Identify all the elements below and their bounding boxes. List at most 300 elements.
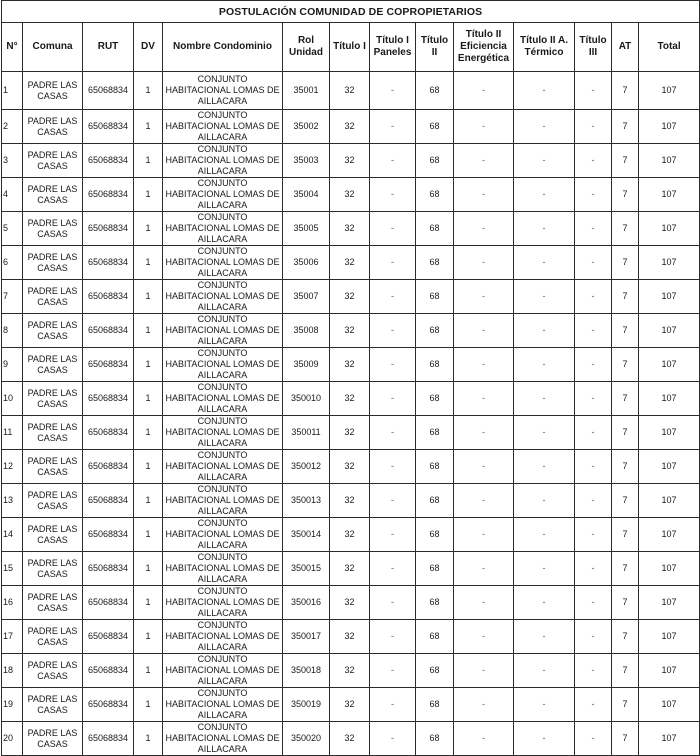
titulo-ii-eficiencia-cell: - xyxy=(454,314,514,348)
rut-cell: 65068834 xyxy=(83,484,134,518)
dv-cell: 1 xyxy=(134,722,163,756)
total-cell: 107 xyxy=(639,416,700,450)
header-col-total: Total xyxy=(639,23,700,72)
titulo-ii-eficiencia-cell: - xyxy=(454,620,514,654)
comuna-cell: PADRE LAS CASAS xyxy=(23,246,83,280)
titulo-i-cell: 32 xyxy=(330,314,370,348)
titulo-ii-termico-cell: - xyxy=(514,72,575,110)
titulo-iii-cell: - xyxy=(575,586,612,620)
comuna-cell: PADRE LAS CASAS xyxy=(23,416,83,450)
at-cell: 7 xyxy=(612,518,639,552)
total-cell: 107 xyxy=(639,280,700,314)
nombre-condominio-cell: CONJUNTO HABITACIONAL LOMAS DE AILLACARA xyxy=(163,722,283,756)
table-row xyxy=(2,552,700,586)
titulo-i-cell: 32 xyxy=(330,620,370,654)
titulo-i-cell: 32 xyxy=(330,246,370,280)
header-col-n: N° xyxy=(2,23,23,72)
titulo-ii-termico-cell: - xyxy=(514,144,575,178)
titulo-ii-termico-cell: - xyxy=(514,654,575,688)
titulo-ii-termico-cell: - xyxy=(514,382,575,416)
titulo-i-cell: 32 xyxy=(330,722,370,756)
comuna-cell: PADRE LAS CASAS xyxy=(23,382,83,416)
titulo-i-cell: 32 xyxy=(330,348,370,382)
titulo-i-cell: 32 xyxy=(330,280,370,314)
rol-unidad-cell: 350017 xyxy=(283,620,330,654)
titulo-i-paneles-cell: - xyxy=(370,450,416,484)
nombre-condominio-cell: CONJUNTO HABITACIONAL LOMAS DE AILLACARA xyxy=(163,450,283,484)
titulo-i-paneles-cell: - xyxy=(370,654,416,688)
at-cell: 7 xyxy=(612,280,639,314)
table-title: POSTULACIÓN COMUNIDAD DE COPROPIETARIOS xyxy=(2,1,700,23)
titulo-ii-termico-cell: - xyxy=(514,314,575,348)
header-col-titulo-i: Título I xyxy=(330,23,370,72)
dv-cell: 1 xyxy=(134,620,163,654)
comuna-cell: PADRE LAS CASAS xyxy=(23,72,83,110)
at-cell: 7 xyxy=(612,144,639,178)
total-cell: 107 xyxy=(639,144,700,178)
at-cell: 7 xyxy=(612,722,639,756)
titulo-i-paneles-cell: - xyxy=(370,246,416,280)
titulo-ii-eficiencia-cell: - xyxy=(454,246,514,280)
dv-cell: 1 xyxy=(134,688,163,722)
nombre-condominio-cell: CONJUNTO HABITACIONAL LOMAS DE AILLACARA xyxy=(163,348,283,382)
nombre-condominio-cell: CONJUNTO HABITACIONAL LOMAS DE AILLACARA xyxy=(163,552,283,586)
row-number: 17 xyxy=(2,620,23,654)
nombre-condominio-cell: CONJUNTO HABITACIONAL LOMAS DE AILLACARA xyxy=(163,688,283,722)
at-cell: 7 xyxy=(612,178,639,212)
titulo-ii-eficiencia-cell: - xyxy=(454,280,514,314)
titulo-ii-termico-cell: - xyxy=(514,688,575,722)
rol-unidad-cell: 35006 xyxy=(283,246,330,280)
titulo-ii-cell: 68 xyxy=(416,110,454,144)
titulo-ii-termico-cell: - xyxy=(514,450,575,484)
rut-cell: 65068834 xyxy=(83,110,134,144)
table-row xyxy=(2,178,700,212)
table-row xyxy=(2,518,700,552)
comuna-cell: PADRE LAS CASAS xyxy=(23,552,83,586)
rut-cell: 65068834 xyxy=(83,72,134,110)
row-number: 10 xyxy=(2,382,23,416)
titulo-ii-eficiencia-cell: - xyxy=(454,552,514,586)
at-cell: 7 xyxy=(612,348,639,382)
titulo-iii-cell: - xyxy=(575,382,612,416)
at-cell: 7 xyxy=(612,416,639,450)
titulo-ii-cell: 68 xyxy=(416,178,454,212)
dv-cell: 1 xyxy=(134,586,163,620)
titulo-ii-cell: 68 xyxy=(416,314,454,348)
dv-cell: 1 xyxy=(134,654,163,688)
rol-unidad-cell: 350013 xyxy=(283,484,330,518)
dv-cell: 1 xyxy=(134,518,163,552)
titulo-i-paneles-cell: - xyxy=(370,178,416,212)
row-number: 6 xyxy=(2,246,23,280)
comuna-cell: PADRE LAS CASAS xyxy=(23,722,83,756)
table-row xyxy=(2,212,700,246)
titulo-iii-cell: - xyxy=(575,552,612,586)
titulo-ii-cell: 68 xyxy=(416,382,454,416)
table-body xyxy=(2,72,700,756)
at-cell: 7 xyxy=(612,246,639,280)
titulo-ii-cell: 68 xyxy=(416,246,454,280)
titulo-ii-termico-cell: - xyxy=(514,518,575,552)
row-number: 19 xyxy=(2,688,23,722)
titulo-i-paneles-cell: - xyxy=(370,416,416,450)
titulo-iii-cell: - xyxy=(575,722,612,756)
header-col-titulo-iii: Título III xyxy=(575,23,612,72)
total-cell: 107 xyxy=(639,586,700,620)
titulo-i-paneles-cell: - xyxy=(370,722,416,756)
dv-cell: 1 xyxy=(134,110,163,144)
at-cell: 7 xyxy=(612,382,639,416)
rut-cell: 65068834 xyxy=(83,586,134,620)
table-title-row xyxy=(2,1,700,23)
titulo-ii-eficiencia-cell: - xyxy=(454,518,514,552)
comuna-cell: PADRE LAS CASAS xyxy=(23,688,83,722)
titulo-i-paneles-cell: - xyxy=(370,280,416,314)
rol-unidad-cell: 35002 xyxy=(283,110,330,144)
total-cell: 107 xyxy=(639,620,700,654)
rol-unidad-cell: 350016 xyxy=(283,586,330,620)
titulo-ii-cell: 68 xyxy=(416,620,454,654)
column-header-row xyxy=(2,23,700,72)
header-col-at: AT xyxy=(612,23,639,72)
total-cell: 107 xyxy=(639,314,700,348)
table-row xyxy=(2,688,700,722)
nombre-condominio-cell: CONJUNTO HABITACIONAL LOMAS DE AILLACARA xyxy=(163,484,283,518)
row-number: 2 xyxy=(2,110,23,144)
nombre-condominio-cell: CONJUNTO HABITACIONAL LOMAS DE AILLACARA xyxy=(163,280,283,314)
rol-unidad-cell: 35009 xyxy=(283,348,330,382)
comuna-cell: PADRE LAS CASAS xyxy=(23,178,83,212)
titulo-iii-cell: - xyxy=(575,484,612,518)
titulo-ii-termico-cell: - xyxy=(514,552,575,586)
row-number: 12 xyxy=(2,450,23,484)
titulo-iii-cell: - xyxy=(575,620,612,654)
dv-cell: 1 xyxy=(134,484,163,518)
comuna-cell: PADRE LAS CASAS xyxy=(23,144,83,178)
titulo-iii-cell: - xyxy=(575,348,612,382)
row-number: 7 xyxy=(2,280,23,314)
nombre-condominio-cell: CONJUNTO HABITACIONAL LOMAS DE AILLACARA xyxy=(163,178,283,212)
titulo-ii-eficiencia-cell: - xyxy=(454,688,514,722)
titulo-i-cell: 32 xyxy=(330,212,370,246)
row-number: 1 xyxy=(2,72,23,110)
at-cell: 7 xyxy=(612,484,639,518)
header-col-rol-unidad: Rol Unidad xyxy=(283,23,330,72)
comuna-cell: PADRE LAS CASAS xyxy=(23,518,83,552)
dv-cell: 1 xyxy=(134,416,163,450)
at-cell: 7 xyxy=(612,314,639,348)
comuna-cell: PADRE LAS CASAS xyxy=(23,654,83,688)
dv-cell: 1 xyxy=(134,178,163,212)
at-cell: 7 xyxy=(612,552,639,586)
nombre-condominio-cell: CONJUNTO HABITACIONAL LOMAS DE AILLACARA xyxy=(163,620,283,654)
rut-cell: 65068834 xyxy=(83,518,134,552)
titulo-i-cell: 32 xyxy=(330,110,370,144)
header-col-titulo-i-paneles: Título I Paneles xyxy=(370,23,416,72)
row-number: 16 xyxy=(2,586,23,620)
titulo-ii-cell: 68 xyxy=(416,212,454,246)
dv-cell: 1 xyxy=(134,144,163,178)
dv-cell: 1 xyxy=(134,72,163,110)
nombre-condominio-cell: CONJUNTO HABITACIONAL LOMAS DE AILLACARA xyxy=(163,212,283,246)
titulo-ii-cell: 68 xyxy=(416,144,454,178)
at-cell: 7 xyxy=(612,620,639,654)
titulo-ii-cell: 68 xyxy=(416,484,454,518)
dv-cell: 1 xyxy=(134,450,163,484)
dv-cell: 1 xyxy=(134,348,163,382)
rut-cell: 65068834 xyxy=(83,688,134,722)
titulo-i-paneles-cell: - xyxy=(370,144,416,178)
nombre-condominio-cell: CONJUNTO HABITACIONAL LOMAS DE AILLACARA xyxy=(163,72,283,110)
table-row xyxy=(2,654,700,688)
rut-cell: 65068834 xyxy=(83,212,134,246)
nombre-condominio-cell: CONJUNTO HABITACIONAL LOMAS DE AILLACARA xyxy=(163,518,283,552)
titulo-i-cell: 32 xyxy=(330,416,370,450)
dv-cell: 1 xyxy=(134,212,163,246)
rut-cell: 65068834 xyxy=(83,178,134,212)
rut-cell: 65068834 xyxy=(83,144,134,178)
rol-unidad-cell: 35008 xyxy=(283,314,330,348)
table-row xyxy=(2,144,700,178)
dv-cell: 1 xyxy=(134,280,163,314)
total-cell: 107 xyxy=(639,382,700,416)
nombre-condominio-cell: CONJUNTO HABITACIONAL LOMAS DE AILLACARA xyxy=(163,314,283,348)
table-row xyxy=(2,280,700,314)
rol-unidad-cell: 35003 xyxy=(283,144,330,178)
titulo-ii-cell: 68 xyxy=(416,586,454,620)
total-cell: 107 xyxy=(639,212,700,246)
total-cell: 107 xyxy=(639,518,700,552)
nombre-condominio-cell: CONJUNTO HABITACIONAL LOMAS DE AILLACARA xyxy=(163,246,283,280)
titulo-i-cell: 32 xyxy=(330,654,370,688)
header-col-dv: DV xyxy=(134,23,163,72)
nombre-condominio-cell: CONJUNTO HABITACIONAL LOMAS DE AILLACARA xyxy=(163,110,283,144)
titulo-ii-eficiencia-cell: - xyxy=(454,212,514,246)
titulo-ii-cell: 68 xyxy=(416,416,454,450)
titulo-ii-termico-cell: - xyxy=(514,178,575,212)
titulo-ii-termico-cell: - xyxy=(514,416,575,450)
row-number: 11 xyxy=(2,416,23,450)
titulo-i-cell: 32 xyxy=(330,484,370,518)
titulo-iii-cell: - xyxy=(575,72,612,110)
titulo-i-paneles-cell: - xyxy=(370,382,416,416)
titulo-i-paneles-cell: - xyxy=(370,314,416,348)
titulo-ii-termico-cell: - xyxy=(514,280,575,314)
dv-cell: 1 xyxy=(134,552,163,586)
titulo-ii-termico-cell: - xyxy=(514,212,575,246)
table-row xyxy=(2,620,700,654)
titulo-iii-cell: - xyxy=(575,110,612,144)
total-cell: 107 xyxy=(639,72,700,110)
titulo-i-cell: 32 xyxy=(330,518,370,552)
at-cell: 7 xyxy=(612,212,639,246)
titulo-iii-cell: - xyxy=(575,144,612,178)
at-cell: 7 xyxy=(612,72,639,110)
titulo-ii-eficiencia-cell: - xyxy=(454,144,514,178)
table-row xyxy=(2,382,700,416)
header-col-comuna: Comuna xyxy=(23,23,83,72)
rol-unidad-cell: 350015 xyxy=(283,552,330,586)
titulo-ii-cell: 68 xyxy=(416,654,454,688)
titulo-ii-cell: 68 xyxy=(416,688,454,722)
rol-unidad-cell: 350019 xyxy=(283,688,330,722)
titulo-iii-cell: - xyxy=(575,518,612,552)
nombre-condominio-cell: CONJUNTO HABITACIONAL LOMAS DE AILLACARA xyxy=(163,654,283,688)
rol-unidad-cell: 350014 xyxy=(283,518,330,552)
table-row xyxy=(2,314,700,348)
total-cell: 107 xyxy=(639,552,700,586)
row-number: 9 xyxy=(2,348,23,382)
titulo-ii-termico-cell: - xyxy=(514,722,575,756)
rut-cell: 65068834 xyxy=(83,280,134,314)
titulo-i-paneles-cell: - xyxy=(370,586,416,620)
row-number: 15 xyxy=(2,552,23,586)
comuna-cell: PADRE LAS CASAS xyxy=(23,314,83,348)
titulo-ii-eficiencia-cell: - xyxy=(454,586,514,620)
titulo-iii-cell: - xyxy=(575,450,612,484)
row-number: 18 xyxy=(2,654,23,688)
dv-cell: 1 xyxy=(134,382,163,416)
titulo-ii-eficiencia-cell: - xyxy=(454,722,514,756)
titulo-i-cell: 32 xyxy=(330,450,370,484)
total-cell: 107 xyxy=(639,688,700,722)
titulo-ii-cell: 68 xyxy=(416,552,454,586)
total-cell: 107 xyxy=(639,246,700,280)
rol-unidad-cell: 35001 xyxy=(283,72,330,110)
postulacion-table xyxy=(1,0,700,756)
titulo-ii-eficiencia-cell: - xyxy=(454,654,514,688)
row-number: 4 xyxy=(2,178,23,212)
titulo-i-paneles-cell: - xyxy=(370,348,416,382)
row-number: 14 xyxy=(2,518,23,552)
rol-unidad-cell: 35007 xyxy=(283,280,330,314)
titulo-ii-termico-cell: - xyxy=(514,246,575,280)
titulo-i-cell: 32 xyxy=(330,72,370,110)
titulo-i-cell: 32 xyxy=(330,144,370,178)
rut-cell: 65068834 xyxy=(83,722,134,756)
titulo-iii-cell: - xyxy=(575,212,612,246)
titulo-ii-cell: 68 xyxy=(416,450,454,484)
table-row xyxy=(2,72,700,110)
table-row xyxy=(2,450,700,484)
table-row xyxy=(2,110,700,144)
table-row xyxy=(2,722,700,756)
titulo-iii-cell: - xyxy=(575,688,612,722)
titulo-i-cell: 32 xyxy=(330,382,370,416)
rol-unidad-cell: 35004 xyxy=(283,178,330,212)
rol-unidad-cell: 350018 xyxy=(283,654,330,688)
rut-cell: 65068834 xyxy=(83,450,134,484)
titulo-ii-termico-cell: - xyxy=(514,620,575,654)
titulo-ii-eficiencia-cell: - xyxy=(454,348,514,382)
nombre-condominio-cell: CONJUNTO HABITACIONAL LOMAS DE AILLACARA xyxy=(163,416,283,450)
header-col-rut: RUT xyxy=(83,23,134,72)
titulo-iii-cell: - xyxy=(575,178,612,212)
comuna-cell: PADRE LAS CASAS xyxy=(23,620,83,654)
titulo-i-paneles-cell: - xyxy=(370,110,416,144)
rol-unidad-cell: 350011 xyxy=(283,416,330,450)
table-row xyxy=(2,348,700,382)
titulo-i-cell: 32 xyxy=(330,552,370,586)
titulo-iii-cell: - xyxy=(575,246,612,280)
rut-cell: 65068834 xyxy=(83,416,134,450)
titulo-i-cell: 32 xyxy=(330,178,370,212)
at-cell: 7 xyxy=(612,688,639,722)
row-number: 20 xyxy=(2,722,23,756)
titulo-i-paneles-cell: - xyxy=(370,620,416,654)
rut-cell: 65068834 xyxy=(83,314,134,348)
comuna-cell: PADRE LAS CASAS xyxy=(23,586,83,620)
titulo-iii-cell: - xyxy=(575,416,612,450)
titulo-ii-eficiencia-cell: - xyxy=(454,484,514,518)
table-row xyxy=(2,416,700,450)
titulo-ii-cell: 68 xyxy=(416,348,454,382)
comuna-cell: PADRE LAS CASAS xyxy=(23,484,83,518)
total-cell: 107 xyxy=(639,110,700,144)
rol-unidad-cell: 350012 xyxy=(283,450,330,484)
total-cell: 107 xyxy=(639,654,700,688)
titulo-i-paneles-cell: - xyxy=(370,688,416,722)
titulo-ii-cell: 68 xyxy=(416,722,454,756)
titulo-i-paneles-cell: - xyxy=(370,552,416,586)
total-cell: 107 xyxy=(639,178,700,212)
at-cell: 7 xyxy=(612,586,639,620)
titulo-iii-cell: - xyxy=(575,280,612,314)
comuna-cell: PADRE LAS CASAS xyxy=(23,212,83,246)
total-cell: 107 xyxy=(639,348,700,382)
dv-cell: 1 xyxy=(134,314,163,348)
nombre-condominio-cell: CONJUNTO HABITACIONAL LOMAS DE AILLACARA xyxy=(163,382,283,416)
titulo-ii-eficiencia-cell: - xyxy=(454,178,514,212)
table-row xyxy=(2,484,700,518)
titulo-ii-eficiencia-cell: - xyxy=(454,72,514,110)
titulo-ii-termico-cell: - xyxy=(514,110,575,144)
rol-unidad-cell: 35005 xyxy=(283,212,330,246)
titulo-iii-cell: - xyxy=(575,314,612,348)
comuna-cell: PADRE LAS CASAS xyxy=(23,450,83,484)
titulo-i-paneles-cell: - xyxy=(370,72,416,110)
total-cell: 107 xyxy=(639,722,700,756)
rut-cell: 65068834 xyxy=(83,620,134,654)
titulo-i-cell: 32 xyxy=(330,688,370,722)
titulo-ii-termico-cell: - xyxy=(514,484,575,518)
row-number: 8 xyxy=(2,314,23,348)
titulo-i-paneles-cell: - xyxy=(370,212,416,246)
comuna-cell: PADRE LAS CASAS xyxy=(23,280,83,314)
titulo-ii-eficiencia-cell: - xyxy=(454,382,514,416)
rut-cell: 65068834 xyxy=(83,382,134,416)
total-cell: 107 xyxy=(639,450,700,484)
row-number: 13 xyxy=(2,484,23,518)
titulo-ii-eficiencia-cell: - xyxy=(454,110,514,144)
dv-cell: 1 xyxy=(134,246,163,280)
header-col-titulo-ii-eficiencia: Título II Eficiencia Energética xyxy=(454,23,514,72)
titulo-ii-cell: 68 xyxy=(416,518,454,552)
titulo-ii-termico-cell: - xyxy=(514,586,575,620)
table-row xyxy=(2,586,700,620)
comuna-cell: PADRE LAS CASAS xyxy=(23,110,83,144)
at-cell: 7 xyxy=(612,110,639,144)
rut-cell: 65068834 xyxy=(83,552,134,586)
at-cell: 7 xyxy=(612,450,639,484)
at-cell: 7 xyxy=(612,654,639,688)
header-col-titulo-ii: Título II xyxy=(416,23,454,72)
header-col-titulo-ii-termico: Título II A. Térmico xyxy=(514,23,575,72)
titulo-i-paneles-cell: - xyxy=(370,484,416,518)
rut-cell: 65068834 xyxy=(83,246,134,280)
titulo-i-paneles-cell: - xyxy=(370,518,416,552)
